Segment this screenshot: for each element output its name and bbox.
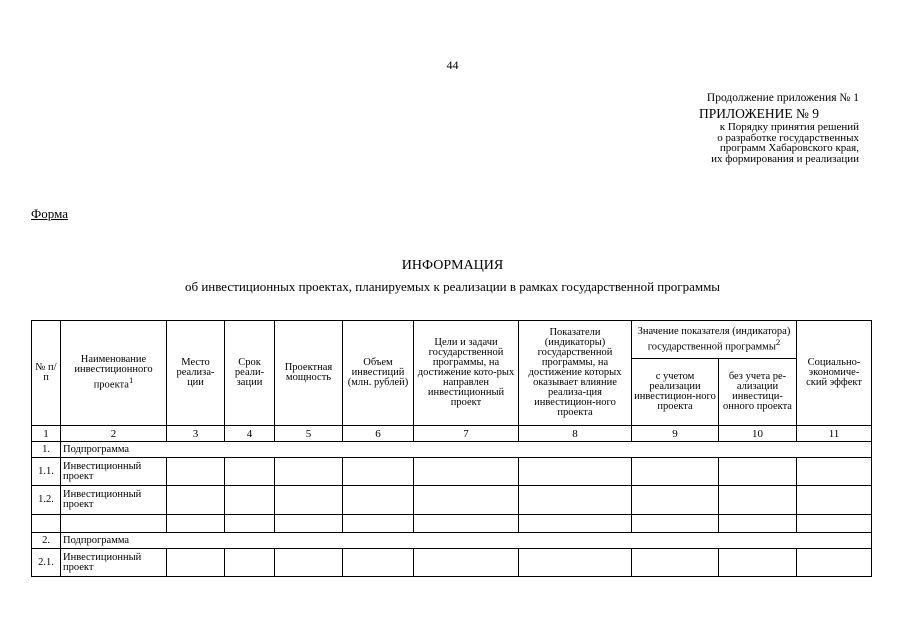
table-cell[interactable] (719, 458, 797, 486)
table-cell[interactable] (414, 458, 519, 486)
table-cell[interactable] (519, 458, 632, 486)
header-capacity: Проектная мощность (275, 321, 343, 426)
table-cell[interactable] (414, 515, 519, 533)
header-with-project: с учетом реализации инвестицион-ного проекта (632, 359, 719, 426)
table-cell[interactable] (343, 515, 414, 533)
row-num: 2.1. (32, 549, 61, 577)
column-number: 2 (61, 426, 167, 442)
table-cell[interactable] (519, 515, 632, 533)
table-cell[interactable] (343, 458, 414, 486)
header-indicators: Показатели (индикаторы) государственной программы, на достижение которых оказывает влияние реализа-ция инвестицион-ного проекта (519, 321, 632, 426)
row-num: 2. (32, 533, 61, 549)
table-cell[interactable] (797, 549, 872, 577)
table-cell[interactable] (632, 486, 719, 515)
document-subtitle: об инвестиционных проектах, планируемых к реализации в рамках государственной программы (184, 279, 721, 294)
header-term: Срок реали-зации (225, 321, 275, 426)
header-num: № п/п (32, 321, 61, 426)
table-cell[interactable] (719, 515, 797, 533)
column-number: 10 (719, 426, 797, 442)
table-cell[interactable] (225, 515, 275, 533)
column-number: 7 (414, 426, 519, 442)
row-num: 1. (32, 442, 61, 458)
column-number: 6 (343, 426, 414, 442)
table-cell[interactable] (275, 486, 343, 515)
table-cell[interactable] (225, 458, 275, 486)
footnote-mark: 2 (775, 336, 781, 347)
appendix-continuation: Продолжение приложения № 1 (706, 92, 859, 104)
table-cell[interactable] (719, 549, 797, 577)
column-number: 11 (797, 426, 872, 442)
column-number: 9 (632, 426, 719, 442)
section-label: Подпрограмма (61, 533, 872, 549)
table-cell[interactable] (632, 458, 719, 486)
column-number: 4 (225, 426, 275, 442)
table-cell[interactable] (275, 549, 343, 577)
column-number: 5 (275, 426, 343, 442)
table-cell[interactable] (519, 549, 632, 577)
table-cell[interactable] (343, 549, 414, 577)
header-without-project: без учета ре-ализации инвестици-онного проекта (719, 359, 797, 426)
header-volume: Объем инвестиций (млн. рублей) (343, 321, 414, 426)
row-num: 1.1. (32, 458, 61, 486)
table-cell[interactable] (797, 515, 872, 533)
appendix-title: ПРИЛОЖЕНИЕ № 9 (698, 106, 820, 121)
footnote-mark: 1 (128, 375, 134, 386)
header-effect: Социально-экономиче-ский эффект (797, 321, 872, 426)
table-cell[interactable] (719, 486, 797, 515)
section-label: Подпрограмма (61, 442, 872, 458)
table-row (32, 458, 872, 486)
appendix-line: к Порядку принятия решений (719, 121, 859, 133)
table-cell[interactable] (167, 458, 225, 486)
header-value-group: Значение показателя (индикатора) государственной программы$^2$ (632, 321, 797, 359)
table-row (32, 515, 872, 533)
table-cell[interactable] (414, 549, 519, 577)
appendix-line: программ Хабаровского края, (719, 142, 859, 154)
project-label: Инвестиционный проект (61, 549, 167, 577)
table-cell[interactable] (167, 515, 225, 533)
table-row (32, 549, 872, 577)
table-row (32, 486, 872, 515)
table-cell[interactable] (797, 486, 872, 515)
table-row (32, 533, 872, 549)
table-cell[interactable] (632, 515, 719, 533)
page-number: 44 (446, 58, 459, 72)
column-number: 1 (32, 426, 61, 442)
table-cell[interactable] (797, 458, 872, 486)
table-cell[interactable] (632, 549, 719, 577)
column-number: 3 (167, 426, 225, 442)
project-label: Инвестиционный проект (61, 458, 167, 486)
form-label: Форма (31, 206, 68, 221)
appendix-line: о разработке государственных (717, 131, 859, 144)
header-place: Место реализа-ции (167, 321, 225, 426)
column-number: 8 (519, 426, 632, 442)
table-cell[interactable] (275, 458, 343, 486)
table-cell[interactable] (167, 486, 225, 515)
table-cell[interactable] (275, 515, 343, 533)
document-title: ИНФОРМАЦИЯ (401, 258, 504, 273)
project-label: Инвестиционный проект (61, 486, 167, 515)
investment-projects-table (31, 320, 872, 577)
column-numbers-row (32, 426, 872, 442)
table-cell[interactable] (225, 486, 275, 515)
header-project-name: Наименование инвестиционного проекта$^1$ (61, 321, 167, 426)
appendix-line: их формирования и реализации (711, 152, 859, 165)
table-cell[interactable] (225, 549, 275, 577)
table-cell[interactable] (519, 486, 632, 515)
table-cell[interactable] (414, 486, 519, 515)
header-goals: Цели и задачи государственной программы, на достижение кото-рых направлен инвестиционный проект (414, 321, 519, 426)
table-cell[interactable] (343, 486, 414, 515)
row-num: 1.2. (32, 486, 61, 515)
row-num (32, 515, 61, 533)
table-row (32, 442, 872, 458)
appendix-block (659, 92, 859, 164)
table-cell[interactable] (167, 549, 225, 577)
project-label (61, 515, 167, 533)
